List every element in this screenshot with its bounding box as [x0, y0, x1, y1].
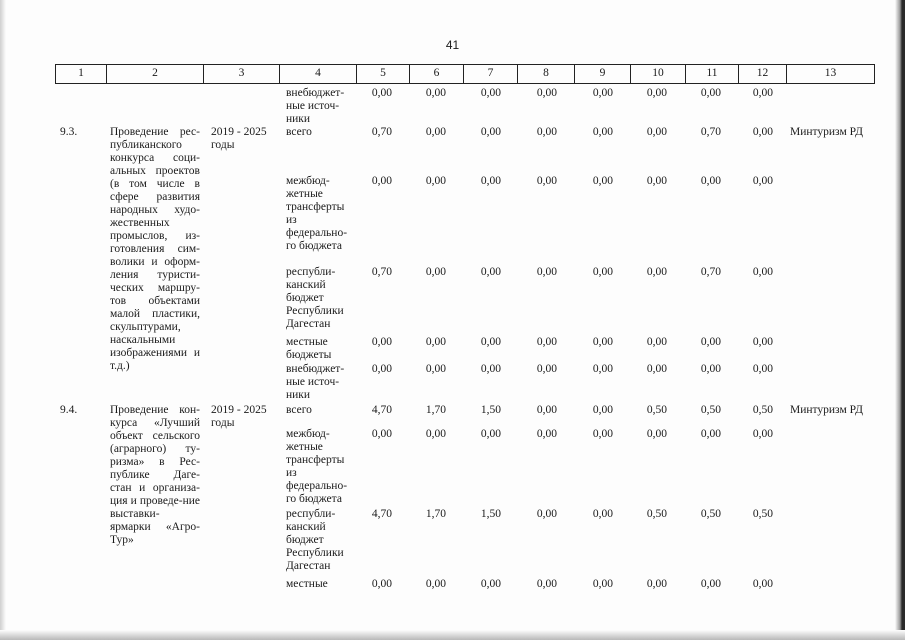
value-col8: 0,00	[536, 428, 557, 440]
value-col5: 0,00	[371, 175, 392, 187]
value-col7: 0,00	[480, 578, 501, 590]
value-col7: 0,00	[480, 126, 501, 138]
header-cell-5: 5	[356, 65, 409, 83]
fund-source-label: всего	[286, 404, 312, 416]
value-col9: 0,00	[592, 404, 613, 416]
value-col5: 4,70	[371, 508, 392, 520]
value-col9: 0,00	[592, 87, 613, 99]
header-cell-4: 4	[279, 65, 356, 83]
value-col10: 0,00	[646, 336, 667, 348]
header-cell-12: 12	[738, 65, 786, 83]
value-col12: 0,00	[752, 363, 773, 375]
header-cell-8: 8	[517, 65, 574, 83]
value-col8: 0,00	[536, 126, 557, 138]
header-cell-3: 3	[203, 65, 279, 83]
value-col6: 0,00	[425, 126, 446, 138]
item-period: 2019 - 2025 годы	[211, 404, 267, 429]
item-title: Проведение кон-​курса «Лучший объект сельского (аграрного) ту-​ризма» в Рес-​публике Даге-​стан и организа-​ция и проведе-​ние выставки-​ярмарки «Агро-​Тур»	[110, 404, 200, 546]
item-number: 9.4.	[60, 404, 78, 416]
value-col12: 0,00	[752, 266, 773, 278]
value-col9: 0,00	[592, 266, 613, 278]
value-col10: 0,00	[646, 363, 667, 375]
scan-bottom-edge	[0, 630, 905, 640]
value-col6: 0,00	[425, 175, 446, 187]
value-col8: 0,00	[536, 87, 557, 99]
value-col10: 0,00	[646, 87, 667, 99]
value-col6: 1,70	[425, 404, 446, 416]
scan-left-edge	[0, 0, 6, 640]
value-col6: 0,00	[425, 578, 446, 590]
value-col7: 0,00	[480, 428, 501, 440]
value-col8: 0,00	[536, 578, 557, 590]
fund-source-label: межбюд- жетные трансферты из федерально- го бюджета	[286, 175, 348, 252]
value-col7: 0,00	[480, 175, 501, 187]
value-col6: 1,70	[425, 508, 446, 520]
value-col7: 1,50	[480, 508, 501, 520]
value-col7: 1,50	[480, 404, 501, 416]
value-col7: 0,00	[480, 266, 501, 278]
value-col11: 0,70	[700, 266, 721, 278]
value-col11: 0,50	[700, 508, 721, 520]
value-col11: 0,50	[700, 404, 721, 416]
value-col5: 0,00	[371, 428, 392, 440]
value-col12: 0,00	[752, 336, 773, 348]
header-cell-9: 9	[574, 65, 630, 83]
value-col5: 0,00	[371, 336, 392, 348]
value-col6: 0,00	[425, 336, 446, 348]
value-col8: 0,00	[536, 336, 557, 348]
value-col9: 0,00	[592, 126, 613, 138]
value-col12: 0,50	[752, 508, 773, 520]
value-col12: 0,00	[752, 126, 773, 138]
fund-source-label: всего	[286, 126, 312, 138]
value-col11: 0,70	[700, 126, 721, 138]
value-col11: 0,00	[700, 363, 721, 375]
value-col11: 0,00	[700, 336, 721, 348]
value-col12: 0,50	[752, 404, 773, 416]
value-col12: 0,00	[752, 87, 773, 99]
header-cell-11: 11	[685, 65, 738, 83]
value-col6: 0,00	[425, 428, 446, 440]
header-cell-10: 10	[630, 65, 685, 83]
value-col8: 0,00	[536, 175, 557, 187]
value-col11: 0,00	[700, 87, 721, 99]
value-col5: 0,70	[371, 266, 392, 278]
fund-source-label: внебюджет- ные источ- ники	[286, 87, 345, 125]
value-col10: 0,00	[646, 266, 667, 278]
value-col7: 0,00	[480, 363, 501, 375]
header-cell-1: 1	[55, 65, 106, 83]
value-col6: 0,00	[425, 266, 446, 278]
fund-source-label: межбюд- жетные трансферты из федерально- го бюджета	[286, 428, 348, 505]
value-col12: 0,00	[752, 175, 773, 187]
value-col9: 0,00	[592, 175, 613, 187]
value-col5: 0,00	[371, 363, 392, 375]
item-executor: Минтуризм РД	[790, 404, 863, 416]
fund-source-label: внебюджет- ные источ- ники	[286, 363, 345, 401]
value-col6: 0,00	[425, 363, 446, 375]
table-header-row	[55, 64, 875, 84]
header-cell-2: 2	[106, 65, 203, 83]
value-col5: 0,70	[371, 126, 392, 138]
item-number: 9.3.	[60, 126, 78, 138]
header-cell-7: 7	[463, 65, 517, 83]
value-col7: 0,00	[480, 87, 501, 99]
value-col10: 0,50	[646, 404, 667, 416]
value-col9: 0,00	[592, 428, 613, 440]
value-col6: 0,00	[425, 87, 446, 99]
value-col5: 4,70	[371, 404, 392, 416]
scan-right-edge	[895, 0, 905, 640]
value-col12: 0,00	[752, 428, 773, 440]
value-col11: 0,00	[700, 428, 721, 440]
header-cell-6: 6	[409, 65, 463, 83]
value-col8: 0,00	[536, 266, 557, 278]
value-col10: 0,50	[646, 508, 667, 520]
value-col9: 0,00	[592, 336, 613, 348]
value-col8: 0,00	[536, 363, 557, 375]
page-number: 41	[445, 38, 460, 52]
value-col8: 0,00	[536, 404, 557, 416]
fund-source-label: республи- канский бюджет Республики Дагестан	[286, 266, 344, 330]
fund-source-label: местные	[286, 578, 328, 590]
value-col10: 0,00	[646, 578, 667, 590]
item-period: 2019 - 2025 годы	[211, 126, 267, 151]
value-col9: 0,00	[592, 363, 613, 375]
value-col5: 0,00	[371, 578, 392, 590]
value-col8: 0,00	[536, 508, 557, 520]
value-col10: 0,00	[646, 428, 667, 440]
value-col9: 0,00	[592, 508, 613, 520]
item-title: Проведение рес-​публиканского конкурса соци-​альных проектов (в том числе в сфере развития народных худо-​жественных промыслов, из-​готовления сим-​волики и оформ-​ления туристи-​ческих маршру-​тов объектами малой пластики, скульптурами, наскальными изображениями и т.д.)	[110, 126, 200, 372]
value-col11: 0,00	[700, 175, 721, 187]
value-col12: 0,00	[752, 578, 773, 590]
value-col5: 0,00	[371, 87, 392, 99]
fund-source-label: местные бюджеты	[286, 336, 332, 361]
value-col7: 0,00	[480, 336, 501, 348]
value-col10: 0,00	[646, 126, 667, 138]
fund-source-label: республи- канский бюджет Республики Дагестан	[286, 508, 344, 572]
value-col9: 0,00	[592, 578, 613, 590]
item-executor: Минтуризм РД	[790, 126, 863, 138]
header-cell-13: 13	[786, 65, 875, 83]
value-col11: 0,00	[700, 578, 721, 590]
value-col10: 0,00	[646, 175, 667, 187]
